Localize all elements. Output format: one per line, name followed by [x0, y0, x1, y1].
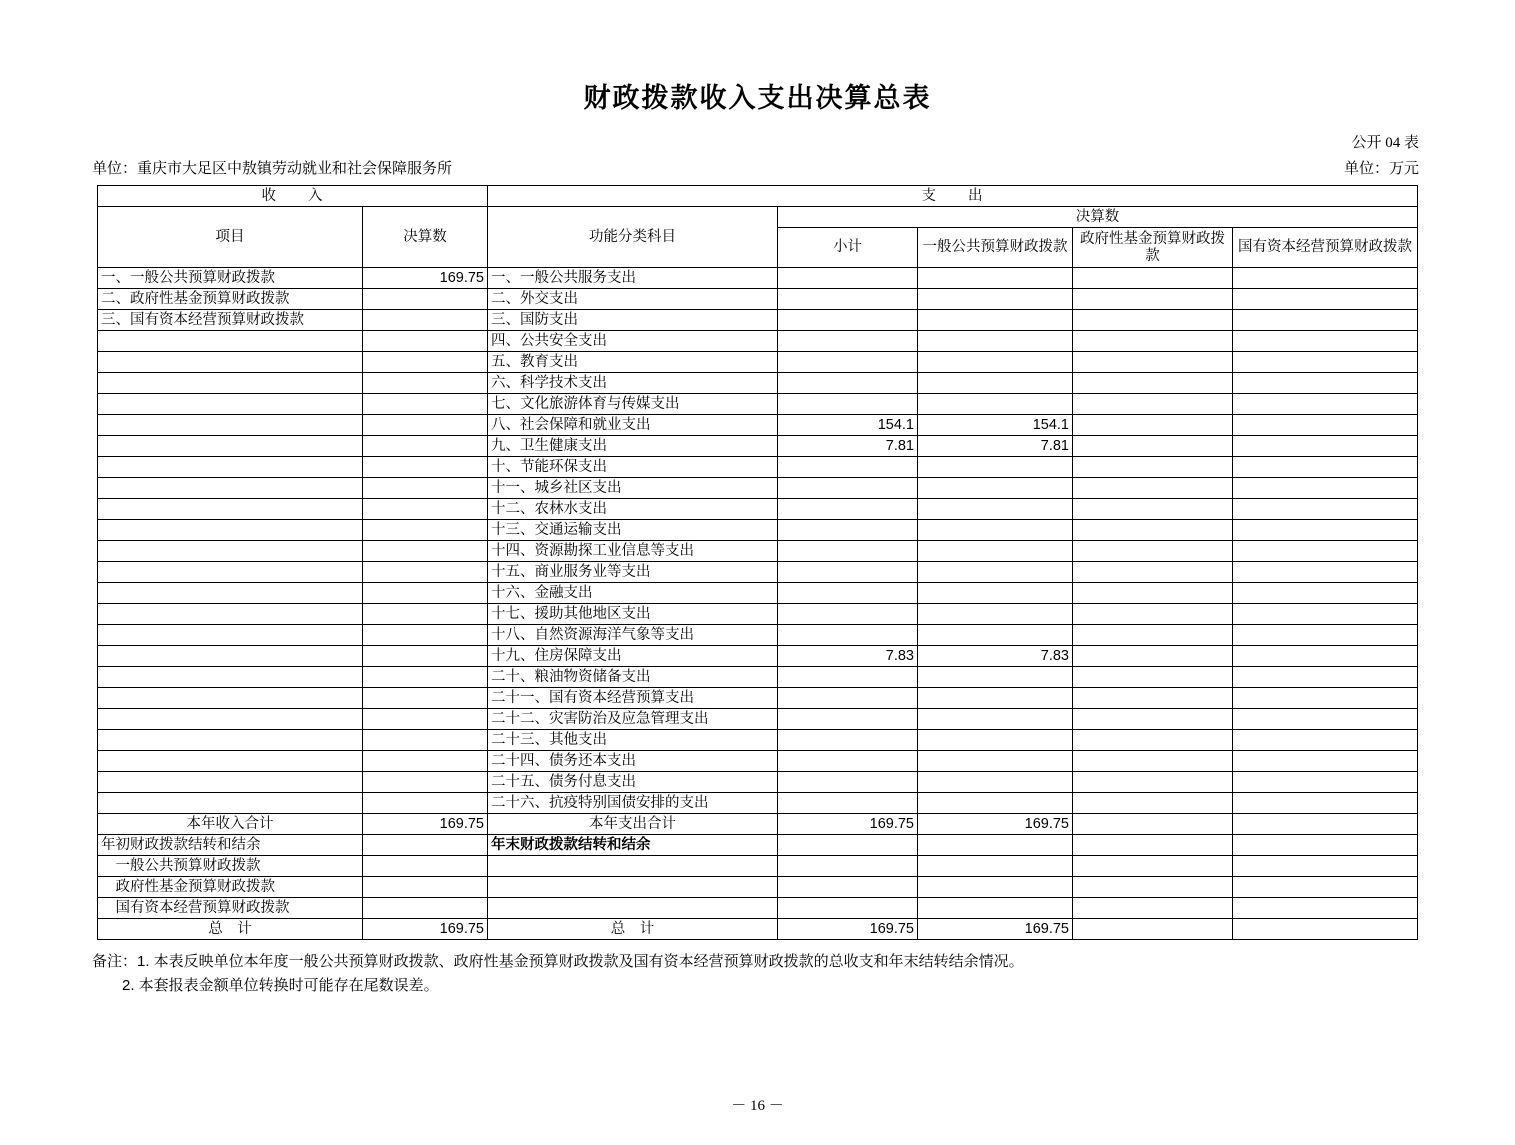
expend-sub-fund-general: [917, 877, 1072, 898]
income-item-value: [362, 625, 487, 646]
income-item-value: [362, 415, 487, 436]
header-income-item: 项目: [97, 207, 362, 268]
expend-subtotal: 154.1: [777, 415, 917, 436]
income-item-label: [97, 457, 362, 478]
expend-subtotal: [777, 310, 917, 331]
expend-fund: [1072, 541, 1232, 562]
income-item-label: [97, 436, 362, 457]
income-item-value: [362, 793, 487, 814]
income-item-label: [97, 394, 362, 415]
expend-general: [917, 268, 1072, 289]
income-item-value: [362, 310, 487, 331]
expend-subtotal: [777, 667, 917, 688]
header-income-group: 收 入: [97, 186, 487, 207]
income-item-label: [97, 646, 362, 667]
expend-subtotal: [777, 499, 917, 520]
expend-subtotal: [777, 583, 917, 604]
expend-fund: [1072, 709, 1232, 730]
expend-general: [917, 730, 1072, 751]
income-total-value: 169.75: [362, 814, 487, 835]
table-row: [97, 625, 1417, 646]
table-row: [97, 373, 1417, 394]
table-row: [97, 751, 1417, 772]
expend-subtotal: [777, 520, 917, 541]
income-item-label: [97, 478, 362, 499]
expend-subtotal: [777, 541, 917, 562]
header-function-category: 功能分类科目: [487, 207, 777, 268]
expend-subtotal: [777, 751, 917, 772]
expend-general: [917, 520, 1072, 541]
expend-fund: [1072, 499, 1232, 520]
summary-row-year-total: [97, 814, 1417, 835]
table-header-subgroup-row: [97, 207, 1417, 228]
expend-general: [917, 457, 1072, 478]
expend-sub-capital-fund: [1072, 898, 1232, 919]
expend-capital: [1232, 457, 1417, 478]
expend-subtotal: 7.83: [777, 646, 917, 667]
expend-sub-fund-label: [487, 877, 777, 898]
expend-capital: [1232, 331, 1417, 352]
expend-carryover-label: 年末财政拨款结转和结余: [487, 835, 777, 856]
income-item-label: [97, 520, 362, 541]
income-item-label: [97, 709, 362, 730]
budget-table: [97, 185, 1418, 940]
income-item-value: [362, 772, 487, 793]
income-item-value: [362, 520, 487, 541]
table-row: [97, 436, 1417, 457]
expend-general: 7.81: [917, 436, 1072, 457]
expend-sub-general-label: [487, 856, 777, 877]
expend-general: [917, 289, 1072, 310]
table-row: [97, 331, 1417, 352]
income-item-value: [362, 730, 487, 751]
expend-item-label: 三、国防支出: [487, 310, 777, 331]
expend-fund: [1072, 646, 1232, 667]
expend-fund: [1072, 562, 1232, 583]
expend-item-label: 十三、交通运输支出: [487, 520, 777, 541]
expend-fund: [1072, 436, 1232, 457]
income-item-value: [362, 478, 487, 499]
expend-total-fund: [1072, 814, 1232, 835]
summary-row-state-capital: [97, 898, 1417, 919]
expend-capital: [1232, 352, 1417, 373]
expend-fund: [1072, 415, 1232, 436]
note-line-2: 2. 本套报表金额单位转换时可能存在尾数误差。: [122, 977, 439, 994]
expend-subtotal: [777, 772, 917, 793]
expend-item-label: 十四、资源勘探工业信息等支出: [487, 541, 777, 562]
income-item-label: [97, 604, 362, 625]
income-item-value: [362, 541, 487, 562]
expend-carryover-general: [917, 835, 1072, 856]
expend-item-label: 五、教育支出: [487, 352, 777, 373]
income-grand-total-value: 169.75: [362, 919, 487, 940]
form-number-row: [0, 131, 1515, 153]
expend-grand-total-general: 169.75: [917, 919, 1072, 940]
page-number: － 16 －: [731, 1098, 784, 1114]
expend-fund: [1072, 352, 1232, 373]
table-row: [97, 310, 1417, 331]
table-row: [97, 688, 1417, 709]
expend-general: [917, 373, 1072, 394]
expend-total-capital: [1232, 814, 1417, 835]
expend-fund: [1072, 688, 1232, 709]
expend-subtotal: [777, 394, 917, 415]
expend-item-label: 十五、商业服务业等支出: [487, 562, 777, 583]
income-item-value: [362, 373, 487, 394]
header-income-final: 决算数: [362, 207, 487, 268]
expend-subtotal: [777, 730, 917, 751]
expend-carryover-capital: [1232, 835, 1417, 856]
expend-item-label: 九、卫生健康支出: [487, 436, 777, 457]
income-item-label: [97, 562, 362, 583]
income-item-label: 三、国有资本经营预算财政拨款: [97, 310, 362, 331]
expend-sub-general-subtotal: [777, 856, 917, 877]
expend-subtotal: [777, 331, 917, 352]
income-item-value: [362, 352, 487, 373]
expend-item-label: 十六、金融支出: [487, 583, 777, 604]
income-item-value: [362, 289, 487, 310]
income-item-label: 二、政府性基金预算财政拨款: [97, 289, 362, 310]
income-sub-fund-value: [362, 877, 487, 898]
expend-item-label: 十八、自然资源海洋气象等支出: [487, 625, 777, 646]
income-item-value: [362, 667, 487, 688]
expend-sub-fund-capital: [1232, 877, 1417, 898]
income-sub-general-label: 一般公共预算财政拨款: [97, 856, 362, 877]
expend-item-label: 四、公共安全支出: [487, 331, 777, 352]
expend-capital: [1232, 751, 1417, 772]
expend-capital: [1232, 436, 1417, 457]
expend-capital: [1232, 289, 1417, 310]
expend-capital: [1232, 562, 1417, 583]
expend-sub-capital-capital: [1232, 898, 1417, 919]
table-row: [97, 352, 1417, 373]
expend-item-label: 一、一般公共服务支出: [487, 268, 777, 289]
income-item-value: [362, 436, 487, 457]
expend-capital: [1232, 772, 1417, 793]
unit-info-row: [0, 157, 1515, 179]
page-title: 财政拨款收入支出决算总表: [583, 83, 932, 113]
income-item-label: 一、一般公共预算财政拨款: [97, 268, 362, 289]
note-line-1: 备注：1. 本表反映单位本年度一般公共预算财政拨款、政府性基金预算财政拨款及国有资本经营预算财政拨款的总收支和年末结转结余情况。: [92, 953, 1024, 970]
expend-capital: [1232, 730, 1417, 751]
table-row: [97, 268, 1417, 289]
expend-general: [917, 583, 1072, 604]
expend-general: [917, 604, 1072, 625]
expend-fund: [1072, 730, 1232, 751]
expend-general: [917, 667, 1072, 688]
expend-item-label: 十七、援助其他地区支出: [487, 604, 777, 625]
income-total-label: 本年收入合计: [97, 814, 362, 835]
expend-general: 154.1: [917, 415, 1072, 436]
expend-capital: [1232, 583, 1417, 604]
expend-capital: [1232, 478, 1417, 499]
income-item-value: [362, 751, 487, 772]
expend-total-general: 169.75: [917, 814, 1072, 835]
amount-unit: 单位：万元: [1343, 161, 1419, 177]
expend-grand-total-fund: [1072, 919, 1232, 940]
expend-capital: [1232, 709, 1417, 730]
expend-sub-fund-fund: [1072, 877, 1232, 898]
income-item-label: [97, 352, 362, 373]
expend-sub-capital-label: [487, 898, 777, 919]
expend-subtotal: [777, 709, 917, 730]
expend-sub-fund-subtotal: [777, 877, 917, 898]
expend-subtotal: [777, 289, 917, 310]
expend-grand-total-capital: [1232, 919, 1417, 940]
expend-capital: [1232, 268, 1417, 289]
income-item-label: [97, 373, 362, 394]
income-sub-capital-value: [362, 898, 487, 919]
header-expend-group: 支 出: [487, 186, 1417, 207]
expend-capital: [1232, 499, 1417, 520]
income-item-label: [97, 751, 362, 772]
table-header-group-row: [97, 186, 1417, 207]
income-carryover-label: 年初财政拨款结转和结余: [97, 835, 362, 856]
income-item-value: [362, 562, 487, 583]
expend-capital: [1232, 688, 1417, 709]
expend-general: [917, 331, 1072, 352]
expend-fund: [1072, 394, 1232, 415]
table-row: [97, 667, 1417, 688]
expend-capital: [1232, 541, 1417, 562]
expend-general: [917, 352, 1072, 373]
table-row: [97, 415, 1417, 436]
income-item-value: 169.75: [362, 268, 487, 289]
table-notes: [92, 950, 1515, 998]
expend-item-label: 二十一、国有资本经营预算支出: [487, 688, 777, 709]
expend-fund: [1072, 583, 1232, 604]
table-row: [97, 394, 1417, 415]
table-row: [97, 583, 1417, 604]
header-gov-fund: 政府性基金预算财政拨款: [1072, 228, 1232, 268]
expend-fund: [1072, 667, 1232, 688]
expend-item-label: 十九、住房保障支出: [487, 646, 777, 667]
expend-item-label: 二十三、其他支出: [487, 730, 777, 751]
expend-fund: [1072, 793, 1232, 814]
income-item-value: [362, 394, 487, 415]
expend-general: [917, 772, 1072, 793]
expend-carryover-subtotal: [777, 835, 917, 856]
expend-fund: [1072, 457, 1232, 478]
expend-capital: [1232, 646, 1417, 667]
expend-item-label: 二十六、抗疫特别国债安排的支出: [487, 793, 777, 814]
expend-fund: [1072, 373, 1232, 394]
expend-item-label: 二、外交支出: [487, 289, 777, 310]
expend-item-label: 十、节能环保支出: [487, 457, 777, 478]
income-item-label: [97, 583, 362, 604]
income-item-value: [362, 499, 487, 520]
expend-item-label: 八、社会保障和就业支出: [487, 415, 777, 436]
table-row: [97, 772, 1417, 793]
income-item-label: [97, 688, 362, 709]
expend-subtotal: 7.81: [777, 436, 917, 457]
income-grand-total-label: 总 计: [97, 919, 362, 940]
expend-general: [917, 688, 1072, 709]
unit-name: 单位：重庆市大足区中敖镇劳动就业和社会保障服务所: [92, 160, 453, 177]
expend-fund: [1072, 289, 1232, 310]
header-general-public: 一般公共预算财政拨款: [917, 228, 1072, 268]
expend-item-label: 六、科学技术支出: [487, 373, 777, 394]
expend-capital: [1232, 394, 1417, 415]
table-row: [97, 562, 1417, 583]
expend-fund: [1072, 268, 1232, 289]
expend-capital: [1232, 373, 1417, 394]
income-item-value: [362, 331, 487, 352]
expend-item-label: 七、文化旅游体育与传媒支出: [487, 394, 777, 415]
expend-item-label: 十一、城乡社区支出: [487, 478, 777, 499]
expend-capital: [1232, 793, 1417, 814]
expend-general: [917, 709, 1072, 730]
expend-item-label: 二十五、债务付息支出: [487, 772, 777, 793]
expend-subtotal: [777, 793, 917, 814]
table-row: [97, 646, 1417, 667]
table-row: [97, 793, 1417, 814]
expend-fund: [1072, 310, 1232, 331]
income-item-label: [97, 772, 362, 793]
expend-carryover-fund: [1072, 835, 1232, 856]
expend-capital: [1232, 520, 1417, 541]
summary-row-general-public: [97, 856, 1417, 877]
header-subtotal: 小计: [777, 228, 917, 268]
table-row: [97, 478, 1417, 499]
expend-item-label: 二十二、灾害防治及应急管理支出: [487, 709, 777, 730]
income-item-label: [97, 499, 362, 520]
income-item-value: [362, 646, 487, 667]
expend-subtotal: [777, 604, 917, 625]
income-item-value: [362, 688, 487, 709]
expend-item-label: 二十、粮油物资储备支出: [487, 667, 777, 688]
expend-subtotal: [777, 688, 917, 709]
expend-subtotal: [777, 478, 917, 499]
income-item-value: [362, 583, 487, 604]
table-row: [97, 730, 1417, 751]
income-item-label: [97, 730, 362, 751]
expend-general: [917, 478, 1072, 499]
expend-grand-total-label: 总 计: [487, 919, 777, 940]
header-state-capital: 国有资本经营预算财政拨款: [1232, 228, 1417, 268]
expend-capital: [1232, 667, 1417, 688]
expend-sub-general-general: [917, 856, 1072, 877]
income-sub-general-value: [362, 856, 487, 877]
table-row: [97, 709, 1417, 730]
expend-total-subtotal: 169.75: [777, 814, 917, 835]
income-item-label: [97, 415, 362, 436]
table-row: [97, 541, 1417, 562]
expend-item-label: 二十四、债务还本支出: [487, 751, 777, 772]
table-row: [97, 457, 1417, 478]
income-item-value: [362, 604, 487, 625]
expend-capital: [1232, 415, 1417, 436]
expend-general: 7.83: [917, 646, 1072, 667]
expend-capital: [1232, 604, 1417, 625]
expend-fund: [1072, 520, 1232, 541]
table-row: [97, 289, 1417, 310]
expend-subtotal: [777, 268, 917, 289]
expend-capital: [1232, 625, 1417, 646]
income-item-label: [97, 331, 362, 352]
expend-subtotal: [777, 352, 917, 373]
expend-general: [917, 625, 1072, 646]
expend-sub-general-fund: [1072, 856, 1232, 877]
income-sub-fund-label: 政府性基金预算财政拨款: [97, 877, 362, 898]
summary-row-gov-fund: [97, 877, 1417, 898]
expend-general: [917, 541, 1072, 562]
expend-subtotal: [777, 562, 917, 583]
form-number: 公开 04 表: [1351, 135, 1419, 151]
expend-fund: [1072, 772, 1232, 793]
expend-general: [917, 310, 1072, 331]
expend-subtotal: [777, 373, 917, 394]
expend-grand-total-subtotal: 169.75: [777, 919, 917, 940]
expend-subtotal: [777, 457, 917, 478]
income-item-value: [362, 709, 487, 730]
income-item-value: [362, 457, 487, 478]
expend-capital: [1232, 310, 1417, 331]
expend-general: [917, 394, 1072, 415]
expend-fund: [1072, 478, 1232, 499]
expend-general: [917, 562, 1072, 583]
expend-fund: [1072, 625, 1232, 646]
expend-fund: [1072, 331, 1232, 352]
expend-fund: [1072, 604, 1232, 625]
expend-sub-general-capital: [1232, 856, 1417, 877]
summary-row-grand-total: [97, 919, 1417, 940]
expend-general: [917, 751, 1072, 772]
expend-general: [917, 793, 1072, 814]
table-row: [97, 604, 1417, 625]
summary-row-carryover: [97, 835, 1417, 856]
table-row: [97, 520, 1417, 541]
expend-fund: [1072, 751, 1232, 772]
expend-subtotal: [777, 625, 917, 646]
header-final-group: 决算数: [777, 207, 1417, 228]
income-carryover-value: [362, 835, 487, 856]
income-sub-capital-label: 国有资本经营预算财政拨款: [97, 898, 362, 919]
table-row: [97, 499, 1417, 520]
income-item-label: [97, 625, 362, 646]
expend-general: [917, 499, 1072, 520]
expend-item-label: 十二、农林水支出: [487, 499, 777, 520]
expend-sub-capital-general: [917, 898, 1072, 919]
income-item-label: [97, 667, 362, 688]
income-item-label: [97, 793, 362, 814]
document-page: [0, 76, 1515, 1145]
expend-sub-capital-subtotal: [777, 898, 917, 919]
expend-total-label: 本年支出合计: [487, 814, 777, 835]
income-item-label: [97, 541, 362, 562]
